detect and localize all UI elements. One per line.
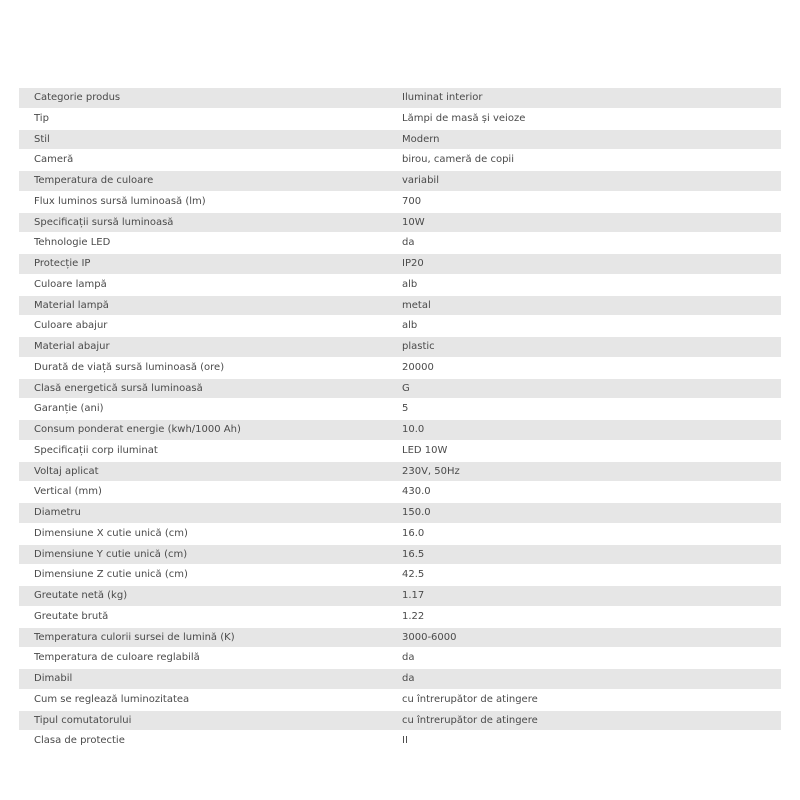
spec-value: 150.0 <box>397 503 781 524</box>
spec-row <box>19 648 781 669</box>
spec-label: Categorie produs <box>19 88 397 108</box>
spec-row <box>19 233 781 254</box>
spec-row <box>19 565 781 586</box>
spec-row <box>19 440 781 461</box>
spec-label: Tehnologie LED <box>19 233 397 254</box>
spec-value: Lămpi de masă și veioze <box>397 108 781 129</box>
spec-row <box>19 731 781 752</box>
spec-row <box>19 399 781 420</box>
spec-label: Protecție IP <box>19 254 397 275</box>
spec-row <box>19 420 781 441</box>
spec-value: LED 10W <box>397 440 781 461</box>
spec-value: cu întrerupător de atingere <box>397 710 781 731</box>
spec-row <box>19 627 781 648</box>
spec-value: 1.22 <box>397 606 781 627</box>
spec-label: Tip <box>19 108 397 129</box>
spec-row <box>19 544 781 565</box>
spec-value: 3000-6000 <box>397 627 781 648</box>
spec-row <box>19 150 781 171</box>
spec-label: Tipul comutatorului <box>19 710 397 731</box>
spec-row <box>19 586 781 607</box>
spec-label: Voltaj aplicat <box>19 461 397 482</box>
spec-value: 700 <box>397 191 781 212</box>
spec-value: 42.5 <box>397 565 781 586</box>
spec-row <box>19 88 781 108</box>
spec-value: 1.17 <box>397 586 781 607</box>
spec-value: birou, cameră de copii <box>397 150 781 171</box>
spec-row <box>19 129 781 150</box>
spec-label: Flux luminos sursă luminoasă (lm) <box>19 191 397 212</box>
spec-value: G <box>397 378 781 399</box>
spec-table-body <box>19 88 781 752</box>
spec-value: 20000 <box>397 357 781 378</box>
spec-label: Culoare abajur <box>19 316 397 337</box>
spec-label: Cameră <box>19 150 397 171</box>
spec-row <box>19 378 781 399</box>
spec-label: Material lampă <box>19 295 397 316</box>
spec-label: Vertical (mm) <box>19 482 397 503</box>
spec-label: Dimensiune Z cutie unică (cm) <box>19 565 397 586</box>
spec-row <box>19 461 781 482</box>
spec-value: 430.0 <box>397 482 781 503</box>
spec-row <box>19 357 781 378</box>
spec-label: Dimensiune X cutie unică (cm) <box>19 523 397 544</box>
spec-row <box>19 274 781 295</box>
spec-value: 230V, 50Hz <box>397 461 781 482</box>
spec-label: Dimabil <box>19 669 397 690</box>
spec-row <box>19 669 781 690</box>
spec-value: Iluminat interior <box>397 88 781 108</box>
spec-label: Clasă energetică sursă luminoasă <box>19 378 397 399</box>
spec-row <box>19 523 781 544</box>
spec-label: Greutate netă (kg) <box>19 586 397 607</box>
spec-row <box>19 482 781 503</box>
spec-label: Durată de viață sursă luminoasă (ore) <box>19 357 397 378</box>
spec-label: Temperatura culorii sursei de lumină (K) <box>19 627 397 648</box>
spec-label: Specificații sursă luminoasă <box>19 212 397 233</box>
spec-label: Cum se reglează luminozitatea <box>19 689 397 710</box>
spec-row <box>19 316 781 337</box>
spec-label: Clasa de protectie <box>19 731 397 752</box>
spec-label: Temperatura de culoare <box>19 171 397 192</box>
spec-value: 16.0 <box>397 523 781 544</box>
spec-row <box>19 295 781 316</box>
spec-value: da <box>397 648 781 669</box>
spec-value: plastic <box>397 337 781 358</box>
spec-value: da <box>397 233 781 254</box>
spec-value: II <box>397 731 781 752</box>
spec-value: alb <box>397 316 781 337</box>
spec-row <box>19 171 781 192</box>
spec-label: Diametru <box>19 503 397 524</box>
spec-value: cu întrerupător de atingere <box>397 689 781 710</box>
spec-row <box>19 108 781 129</box>
spec-value: Modern <box>397 129 781 150</box>
spec-value: 16.5 <box>397 544 781 565</box>
spec-row <box>19 503 781 524</box>
spec-row <box>19 689 781 710</box>
spec-value: IP20 <box>397 254 781 275</box>
spec-label: Temperatura de culoare reglabilă <box>19 648 397 669</box>
spec-label: Garanție (ani) <box>19 399 397 420</box>
spec-row <box>19 606 781 627</box>
spec-value: 10W <box>397 212 781 233</box>
spec-value: 5 <box>397 399 781 420</box>
spec-label: Material abajur <box>19 337 397 358</box>
spec-row <box>19 337 781 358</box>
spec-value: metal <box>397 295 781 316</box>
spec-label: Greutate brută <box>19 606 397 627</box>
spec-label: Culoare lampă <box>19 274 397 295</box>
spec-row <box>19 191 781 212</box>
spec-label: Dimensiune Y cutie unică (cm) <box>19 544 397 565</box>
spec-row <box>19 710 781 731</box>
spec-label: Specificații corp iluminat <box>19 440 397 461</box>
product-specs-table <box>19 88 781 752</box>
spec-value: alb <box>397 274 781 295</box>
spec-row <box>19 254 781 275</box>
spec-value: variabil <box>397 171 781 192</box>
spec-row <box>19 212 781 233</box>
spec-value: da <box>397 669 781 690</box>
spec-label: Stil <box>19 129 397 150</box>
spec-value: 10.0 <box>397 420 781 441</box>
spec-label: Consum ponderat energie (kwh/1000 Ah) <box>19 420 397 441</box>
